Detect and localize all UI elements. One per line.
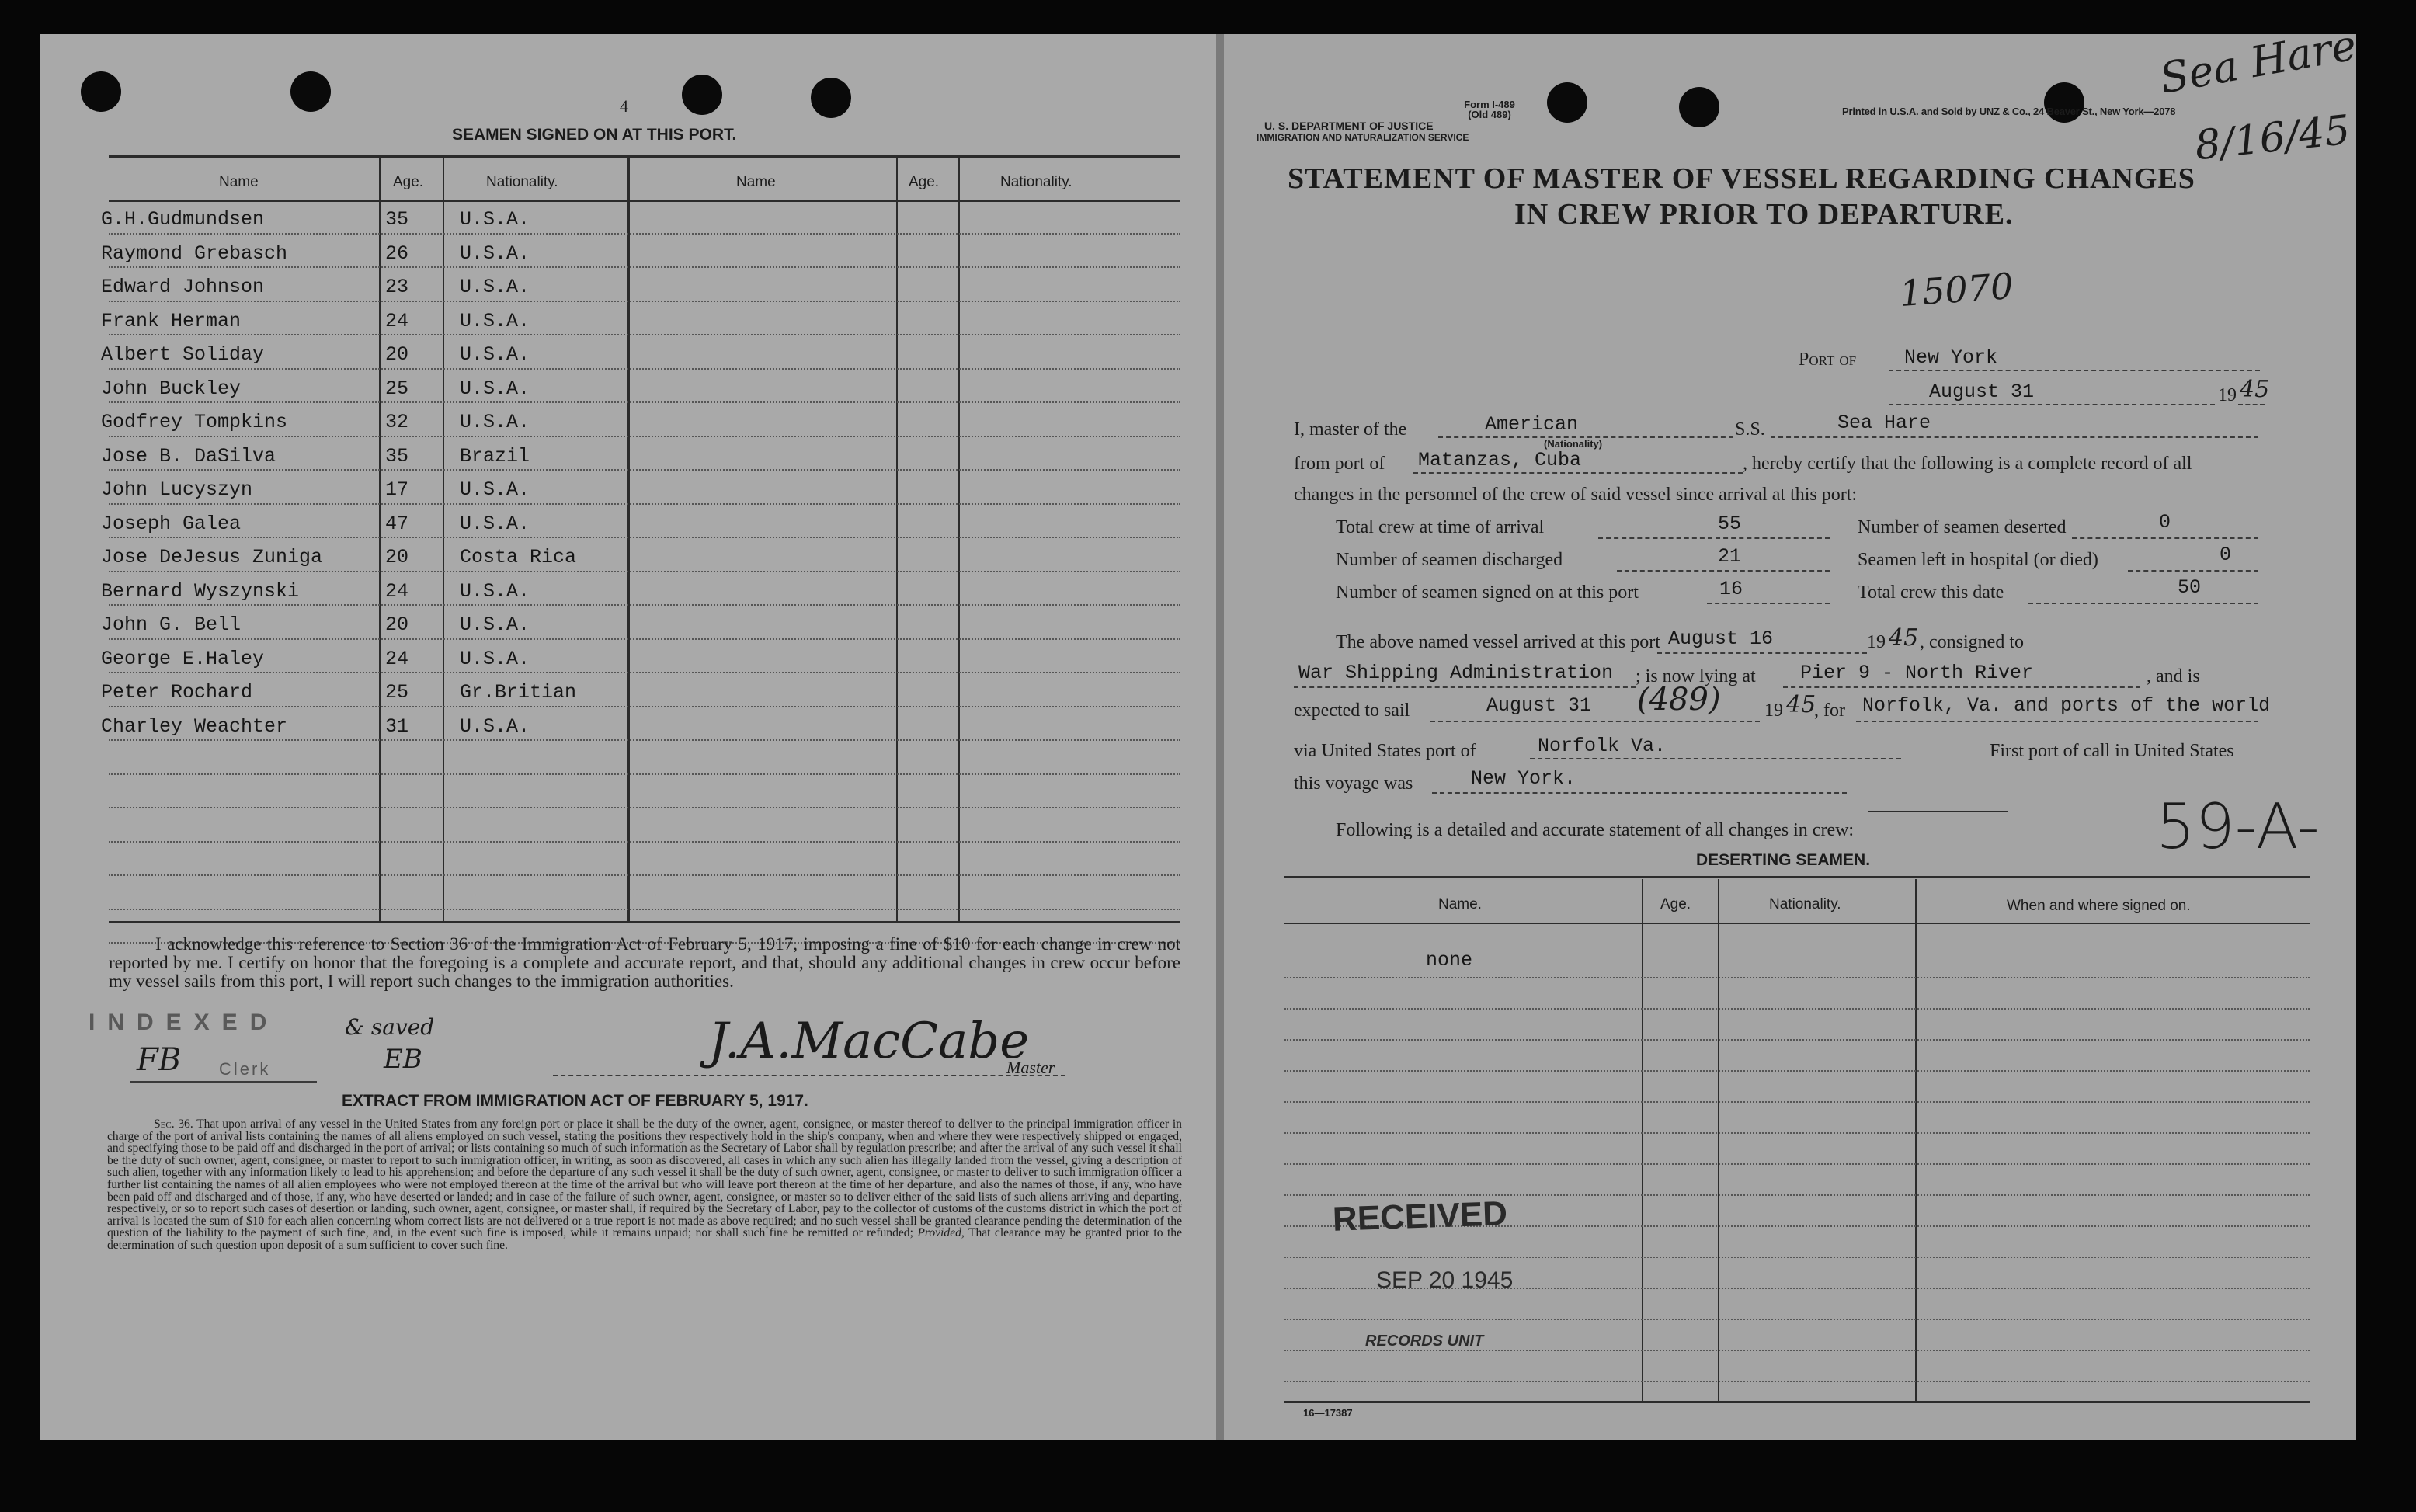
seaman-nationality: U.S.A. (460, 714, 530, 738)
expected-label: expected to sail (1294, 700, 1410, 721)
seaman-name: Jose DeJesus Zuniga (101, 546, 323, 568)
deserting-none: none (1426, 949, 1473, 972)
lying-label: ; is now lying at (1636, 666, 1756, 686)
deserting-col-signed-on: When and where signed on. (2007, 898, 2191, 914)
punch-hole (682, 75, 722, 115)
seaman-name: Jose B. DaSilva (101, 444, 276, 468)
master-label: Master (1006, 1058, 1055, 1077)
service: IMMIGRATION AND NATURALIZATION SERVICE (1257, 132, 1469, 143)
total-arrival-label: Total crew at time of arrival (1336, 517, 1545, 537)
seaman-nationality: Gr.Britian (460, 681, 577, 704)
sail-value: August 31 (1486, 694, 1592, 717)
seaman-name: Frank Herman (101, 309, 242, 332)
seaman-age: 20 (385, 546, 409, 568)
seaman-age: 24 (385, 309, 409, 332)
seaman-nationality: U.S.A. (460, 647, 530, 670)
seaman-name: John G. Bell (101, 613, 242, 636)
port-value: New York (1904, 346, 1998, 369)
seaman-age: 32 (385, 411, 409, 433)
seaman-name: Charley Weachter (101, 714, 288, 738)
hand-date: 8/16/45 (2192, 106, 2353, 170)
for-label: , for (1814, 700, 1845, 721)
via-value: Norfolk Va. (1538, 735, 1667, 757)
hand-vessel-name: Sea Hare (2156, 20, 2360, 103)
seaman-age: 25 (385, 681, 409, 704)
col-header-name-2: Name (736, 174, 776, 190)
punch-hole (81, 71, 121, 112)
seaman-nationality: U.S.A. (460, 377, 530, 400)
discharged-label: Number of seamen discharged (1336, 550, 1563, 570)
seaman-age: 23 (385, 276, 409, 298)
seaman-age: 47 (385, 512, 409, 535)
master-of-label: I, master of the (1294, 419, 1407, 440)
seaman-nationality: U.S.A. (460, 242, 530, 265)
seaman-nationality: Costa Rica (460, 546, 577, 568)
certify-text: , hereby certify that the following is a complete record of all (1743, 454, 2192, 474)
indexed-initials: FB (137, 1042, 182, 1078)
seaman-name: Peter Rochard (101, 681, 253, 704)
from-port-value: Matanzas, Cuba (1418, 449, 1582, 471)
seaman-age: 26 (385, 242, 409, 265)
deserted-value: 0 (2159, 511, 2171, 534)
file-number: 15070 (1898, 264, 2015, 315)
total-date-value: 50 (2178, 576, 2202, 599)
seaman-age: 20 (385, 343, 409, 366)
col-header-nationality: Nationality. (486, 174, 558, 190)
this-voyage-label: this voyage was (1294, 773, 1413, 794)
col-header-age-2: Age. (909, 174, 940, 190)
seaman-nationality: U.S.A. (460, 512, 530, 535)
arrived-year: 45 (1889, 624, 1919, 652)
port-label: Port of (1799, 349, 1857, 370)
year-prefix: 19 (2218, 385, 2237, 405)
seaman-name: Edward Johnson (101, 276, 265, 298)
received-stamp: RECEIVED (1332, 1194, 1508, 1239)
punch-hole (290, 71, 331, 112)
deserting-col-name: Name. (1438, 896, 1482, 912)
seaman-age: 31 (385, 714, 409, 738)
seaman-age: 20 (385, 613, 409, 636)
year-value: 45 (2240, 376, 2270, 403)
vessel-name: Sea Hare (1837, 412, 1931, 434)
col-header-name: Name (219, 174, 259, 190)
hand-reference-number: 59-A- (2156, 791, 2320, 863)
indexed-stamp: INDEXED (89, 1010, 280, 1035)
deserting-col-age: Age. (1660, 896, 1691, 912)
seaman-age: 24 (385, 647, 409, 670)
form-title-line-1: STATEMENT OF MASTER OF VESSEL REGARDING CHANGES (1288, 162, 2195, 195)
seaman-nationality: U.S.A. (460, 208, 530, 231)
seaman-name: John Lucyszyn (101, 478, 253, 501)
changes-text: changes in the personnel of the crew of said vessel since arrival at this port: (1294, 485, 1858, 505)
department: U. S. DEPARTMENT OF JUSTICE (1264, 120, 1434, 132)
saved-note: & saved (345, 1014, 435, 1040)
records-unit-stamp: RECORDS UNIT (1365, 1333, 1484, 1350)
clerk-label: Clerk (219, 1059, 271, 1079)
arrived-value: August 16 (1668, 627, 1774, 650)
destination-value: Norfolk, Va. and ports of the world (1862, 694, 2271, 717)
seaman-name: Raymond Grebasch (101, 242, 288, 265)
seaman-age: 17 (385, 478, 409, 501)
lying-value: Pier 9 - North River (1800, 662, 2034, 684)
sail-year-prefix: 19 (1764, 700, 1783, 721)
discharged-value: 21 (1718, 545, 1742, 568)
arrived-label: The above named vessel arrived at this port (1336, 632, 1660, 652)
col-header-age: Age. (393, 174, 424, 190)
left-page (40, 34, 1221, 1440)
arrived-year-prefix: 19 (1867, 632, 1886, 652)
form-title-line-2: IN CREW PRIOR TO DEPARTURE. (1514, 198, 2014, 231)
form-number: Form I-489 (Old 489) (1464, 99, 1515, 120)
seaman-name: Godfrey Tompkins (101, 411, 288, 433)
seaman-nationality: U.S.A. (460, 411, 530, 433)
col-header-nationality-2: Nationality. (1000, 174, 1072, 190)
signed-label: Number of seamen signed on at this port (1336, 582, 1639, 603)
seaman-name: John Buckley (101, 377, 242, 400)
deserted-label: Number of seamen deserted (1858, 517, 2067, 537)
printed-by: Printed in U.S.A. and Sold by UNZ & Co., 24 Beaver St., New York—2078 (1842, 106, 2176, 117)
following-text: Following is a detailed and accurate statement of all changes in crew: (1336, 820, 1855, 840)
seaman-name: George E.Haley (101, 647, 265, 670)
nationality-value: American (1485, 413, 1579, 436)
section-36-text: Sec. 36. That upon arrival of any vessel in the United States from any foreign port or place it shall be the duty of the owner, agent, consignee, or master thereof to deliver to the principal immigration officer in charge of the port of arrival lists containing the names of all aliens employed on such vessel, stating the positions they respectively hold in the ship's company, when and where they were respectively shipped or engaged, and specifying those to be paid off and discharged in the port of arrival; or lists containing so much of such information as the Secretary of Labor shall by regulation prescribe; and after the arrival of any such vessel it shall be the duty of such owner, agent, consignee, or master to report to such immigration officer, in writing, as soon as discovered, all cases in which any such alien has illegally landed from the vessel, giving a description of such alien, together with any information likely to lead to his apprehension; and before the departure of any such vessel it shall be the duty of such owner, agent, consignee, or master to deliver to such immigration officer a further list containing the names of all alien employees who were not employed thereon at the time of the arrival but who will leave port thereon at the time of her departure, and also the names of those, if any, who have been paid off and discharged and of those, if any, who have deserted or landed; and in case of the failure of such owner, agent, consignee, or master so to deliver either of the said lists of such aliens arriving and departing, respectively, or so to report such cases of desertion or landing, such owner, agent, consignee, or master shall, if required by the Secretary of Labor, pay to the collector of customs of the customs district in which the port of arrival is located the sum of $10 for each alien concerning whom correct lists are not delivered or a true report is not made as above required; and no such vessel shall be granted clearance pending the determination of the question of the liability to the payment of such fine, and, in the event such fine is imposed, while it remains unpaid; nor shall such fine be remitted or refunded; Provided, That clearance may be granted prior to the determination of such question upon deposit of a sum sufficient to cover such fine. (107, 1117, 1182, 1252)
total-date-label: Total crew this date (1858, 582, 2004, 603)
received-date-stamp: SEP 20 1945 (1376, 1267, 1514, 1293)
seaman-nationality: Brazil (460, 444, 530, 468)
seaman-name: Albert Soliday (101, 343, 265, 366)
master-signature: J.A.MacCabe (708, 1013, 1030, 1070)
deserting-col-nationality: Nationality. (1769, 896, 1841, 912)
deserting-title: DESERTING SEAMEN. (1696, 851, 1871, 869)
consignee-value: War Shipping Administration (1298, 662, 1614, 684)
acknowledgment-text: I acknowledge this reference to Section 36 of the Immigration Act of February 5, 1917, imposing a fine of $10 for each change in crew not reported by me. I certify on honor that the foregoing is a complete and accurate report, and that, should any additional changes in crew occur before my vessel sails from this port, I will report such changes to the immigration authorities. (109, 934, 1180, 991)
first-call-label: First port of call in United States (1990, 741, 2234, 761)
seaman-age: 25 (385, 377, 409, 400)
sail-year: 45 (1786, 691, 1816, 718)
right-page (1221, 20, 2360, 1440)
sail-hand-note: (489) (1637, 682, 1721, 718)
seaman-nationality: U.S.A. (460, 276, 530, 298)
seaman-age: 35 (385, 208, 409, 231)
ss-label: S.S. (1735, 419, 1765, 440)
hospital-value: 0 (2220, 544, 2232, 566)
from-port-label: from port of (1294, 454, 1385, 474)
seaman-name: Bernard Wyszynski (101, 579, 300, 603)
nationality-caption: (Nationality) (1544, 438, 1603, 450)
total-arrival-value: 55 (1718, 513, 1742, 535)
seaman-nationality: U.S.A. (460, 613, 530, 636)
footer-code: 16—17387 (1303, 1407, 1353, 1419)
seaman-nationality: U.S.A. (460, 343, 530, 366)
seaman-age: 35 (385, 444, 409, 468)
signed-value: 16 (1719, 578, 1743, 600)
consigned-label: , consigned to (1920, 632, 2024, 652)
page-fold (1216, 34, 1224, 1440)
table-title: SEAMEN SIGNED ON AT THIS PORT. (452, 126, 737, 144)
seaman-nationality: U.S.A. (460, 309, 530, 332)
via-label: via United States port of (1294, 741, 1476, 761)
extract-title: EXTRACT FROM IMMIGRATION ACT OF FEBRUARY 5, 1917. (342, 1092, 808, 1110)
seaman-age: 24 (385, 579, 409, 603)
seaman-nationality: U.S.A. (460, 579, 530, 603)
punch-hole (1679, 87, 1719, 127)
punch-hole (811, 78, 851, 118)
and-is-label: , and is (2147, 666, 2200, 686)
hospital-label: Seamen left in hospital (or died) (1858, 550, 2098, 570)
saved-initials: EB (384, 1044, 422, 1075)
seaman-name: Joseph Galea (101, 512, 242, 535)
seaman-name: G.H.Gudmundsen (101, 208, 265, 231)
seaman-nationality: U.S.A. (460, 478, 530, 501)
date-value: August 31 (1929, 381, 2035, 403)
page-number: 4 (620, 96, 628, 116)
voyage-value: New York. (1471, 767, 1576, 790)
